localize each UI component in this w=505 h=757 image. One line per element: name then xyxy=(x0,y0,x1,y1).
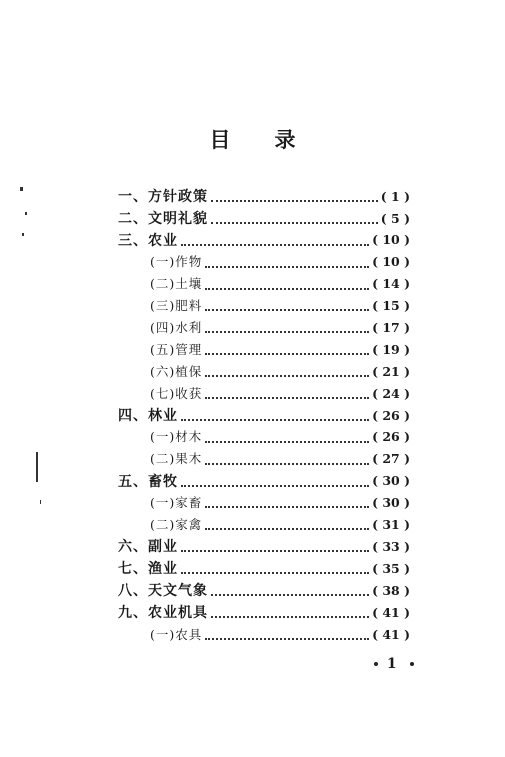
toc-entry-label: 八、天文气象 xyxy=(118,582,208,599)
toc-entry[interactable] xyxy=(118,492,410,514)
toc-entry-label: 九、农业机具 xyxy=(118,604,208,621)
toc-leader-dots xyxy=(211,200,378,202)
toc-entry-page: ( 10 ) xyxy=(372,232,410,248)
toc-entry-label: (一)农具 xyxy=(150,626,203,642)
scan-speck xyxy=(25,212,27,215)
toc-entry-label: 二、文明礼貌 xyxy=(118,210,208,227)
bullet-icon xyxy=(374,662,378,666)
toc-leader-dots xyxy=(211,616,369,618)
page-title xyxy=(0,124,505,154)
toc-entry-page: ( 38 ) xyxy=(372,582,410,598)
toc-entry[interactable] xyxy=(118,208,410,230)
toc-entry-label: (一)家畜 xyxy=(150,495,203,511)
toc-entry[interactable] xyxy=(118,449,410,471)
toc-entry-page: ( 41 ) xyxy=(372,604,410,620)
toc-leader-dots xyxy=(205,528,369,530)
bullet-icon xyxy=(410,662,414,666)
toc-entry[interactable] xyxy=(118,186,410,208)
toc-entry-page: ( 35 ) xyxy=(372,560,410,576)
toc-entry-label: 五、畜牧 xyxy=(118,473,178,490)
toc-entry[interactable] xyxy=(118,252,410,274)
toc-entry[interactable] xyxy=(118,471,410,493)
toc-leader-dots xyxy=(205,331,369,333)
toc-leader-dots xyxy=(205,463,369,465)
scan-speck xyxy=(22,233,24,236)
toc-entry-label: 六、副业 xyxy=(118,539,178,556)
toc-entry-page: ( 14 ) xyxy=(372,276,410,292)
toc-entry-label: (一)材木 xyxy=(150,429,203,445)
toc-entry-label: 一、方针政策 xyxy=(118,188,208,205)
title-left-char: 目 xyxy=(209,128,231,152)
toc-leader-dots xyxy=(205,638,369,640)
toc-leader-dots xyxy=(205,353,369,355)
toc-entry-label: (一)作物 xyxy=(150,254,203,270)
toc-entry[interactable] xyxy=(118,317,410,339)
toc-leader-dots xyxy=(181,550,369,552)
toc-entry[interactable] xyxy=(118,558,410,580)
toc-entry-page: ( 27 ) xyxy=(372,451,410,467)
table-of-contents xyxy=(118,186,410,646)
scan-speck xyxy=(36,452,38,482)
toc-leader-dots xyxy=(205,309,369,311)
scan-speck xyxy=(20,187,23,191)
toc-leader-dots xyxy=(181,419,369,421)
toc-leader-dots xyxy=(205,266,369,268)
toc-entry-page: ( 31 ) xyxy=(372,517,410,533)
page-number-value: 1 xyxy=(386,656,401,672)
toc-entry-page: ( 26 ) xyxy=(372,407,410,423)
toc-entry-page: ( 41 ) xyxy=(372,626,410,642)
toc-leader-dots xyxy=(205,506,369,508)
toc-entry[interactable] xyxy=(118,230,410,252)
toc-leader-dots xyxy=(181,244,369,246)
toc-entry[interactable] xyxy=(118,361,410,383)
toc-leader-dots xyxy=(205,397,369,399)
toc-entry[interactable] xyxy=(118,580,410,602)
toc-entry[interactable] xyxy=(118,536,410,558)
toc-entry-page: ( 17 ) xyxy=(372,320,410,336)
toc-leader-dots xyxy=(181,572,369,574)
toc-entry-page: ( 24 ) xyxy=(372,385,410,401)
scan-speck xyxy=(40,500,41,504)
page-number xyxy=(374,656,414,672)
toc-entry[interactable] xyxy=(118,383,410,405)
toc-entry-label: (二)土壤 xyxy=(150,276,203,292)
toc-entry-page: ( 30 ) xyxy=(372,473,410,489)
toc-entry-page: ( 26 ) xyxy=(372,429,410,445)
toc-entry-label: (三)肥料 xyxy=(150,298,203,314)
toc-entry-label: (五)管理 xyxy=(150,341,203,357)
toc-entry-label: (六)植保 xyxy=(150,363,203,379)
toc-entry[interactable] xyxy=(118,274,410,296)
toc-entry-label: 四、林业 xyxy=(118,407,178,424)
toc-entry[interactable] xyxy=(118,427,410,449)
toc-entry-page: ( 21 ) xyxy=(372,363,410,379)
toc-entry-page: ( 33 ) xyxy=(372,538,410,554)
toc-entry-page: ( 30 ) xyxy=(372,495,410,511)
toc-leader-dots xyxy=(181,485,369,487)
toc-entry-label: (二)家禽 xyxy=(150,517,203,533)
toc-entry[interactable] xyxy=(118,295,410,317)
toc-entry[interactable] xyxy=(118,624,410,646)
toc-leader-dots xyxy=(205,441,369,443)
toc-entry-label: (四)水利 xyxy=(150,320,203,336)
toc-entry[interactable] xyxy=(118,405,410,427)
toc-entry-page: ( 19 ) xyxy=(372,341,410,357)
toc-entry-label: 七、渔业 xyxy=(118,561,178,578)
toc-entry-page: ( 5 ) xyxy=(380,210,410,226)
toc-entry-page: ( 1 ) xyxy=(380,188,410,204)
toc-entry[interactable] xyxy=(118,514,410,536)
toc-leader-dots xyxy=(205,288,369,290)
toc-entry-label: 三、农业 xyxy=(118,232,178,249)
toc-entry-page: ( 10 ) xyxy=(372,254,410,270)
toc-entry-page: ( 15 ) xyxy=(372,298,410,314)
toc-leader-dots xyxy=(211,222,378,224)
toc-leader-dots xyxy=(211,594,369,596)
toc-entry[interactable] xyxy=(118,602,410,624)
toc-entry[interactable] xyxy=(118,339,410,361)
toc-entry-label: (二)果木 xyxy=(150,451,203,467)
title-right-char: 录 xyxy=(274,128,296,152)
toc-entry-label: (七)收获 xyxy=(150,385,203,401)
toc-leader-dots xyxy=(205,375,369,377)
